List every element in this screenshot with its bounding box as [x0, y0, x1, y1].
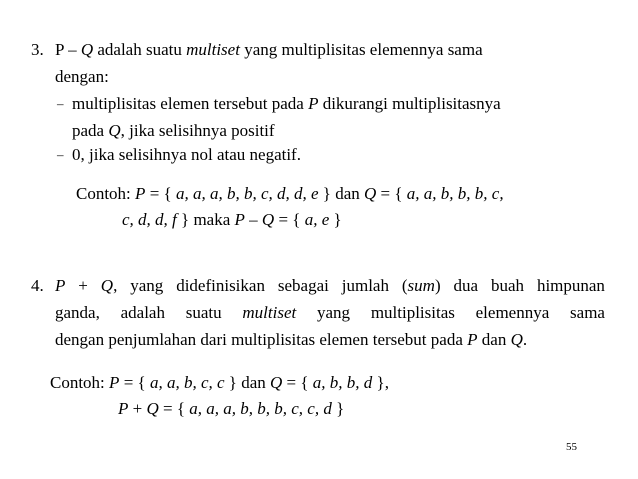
text: }: [331, 399, 345, 418]
set-q: a, b, b, d: [312, 373, 373, 392]
text: = {: [282, 373, 313, 392]
var-p: P: [118, 399, 129, 418]
word: jumlah: [341, 276, 389, 295]
text: } maka: [176, 210, 235, 229]
text: multiplisitas elemen tersebut pada: [72, 94, 309, 113]
item4-number: 4.: [31, 276, 44, 295]
text: = {: [119, 373, 150, 392]
text: = {: [376, 184, 407, 203]
var-p: P: [308, 94, 319, 113]
var-p: P: [135, 184, 146, 203]
word: ganda,: [55, 303, 100, 322]
text: yang multiplisitas elemennya sama: [239, 40, 483, 59]
term-sum: sum: [407, 276, 435, 295]
set-q: a, a, b, b, b, c,: [406, 184, 504, 203]
result-set: a, a, a, b, b, b, c, c, d: [189, 399, 332, 418]
word: himpunan: [536, 276, 605, 295]
text: adalah suatu: [93, 40, 187, 59]
word: elemennya: [475, 303, 550, 322]
item3-number: 3.: [31, 40, 44, 59]
text: dikurangi multiplisitasnya: [318, 94, 501, 113]
word: yang: [317, 303, 351, 322]
var-q: Q: [364, 184, 377, 203]
bullet-dash: –: [57, 96, 64, 111]
word: suatu: [185, 303, 222, 322]
page-number: 55: [566, 441, 577, 453]
var-q: Q: [261, 210, 275, 229]
text: P –: [55, 40, 81, 59]
word: sebagai: [277, 276, 329, 295]
item4-line3: [55, 330, 527, 350]
result-set: a, e: [304, 210, 330, 229]
text: +: [128, 399, 147, 418]
text: }: [329, 210, 342, 229]
word: dua: [453, 276, 479, 295]
item3-example-line1: [76, 184, 504, 204]
term-multiset: multiset: [186, 40, 240, 59]
word: didefinisikan: [176, 276, 265, 295]
text: pada: [72, 121, 109, 140]
word: (sum): [401, 276, 441, 295]
text: = {: [158, 399, 190, 418]
var-q: Q: [108, 121, 121, 140]
word: Q,: [100, 276, 118, 295]
text: = {: [145, 184, 176, 203]
text: Contoh:: [76, 184, 136, 203]
text: –: [244, 210, 262, 229]
item3-bullet1-line2: [72, 121, 275, 141]
var-p: P: [55, 276, 66, 295]
var-q: Q: [100, 276, 114, 295]
word: adalah: [120, 303, 165, 322]
text: } dan: [318, 184, 364, 203]
item3-line2: dengan:: [55, 67, 109, 86]
item4-example-line2: [118, 399, 344, 419]
var-q: Q: [146, 399, 159, 418]
text: dengan penjumlahan dari multiplisitas elemen tersebut pada: [55, 330, 468, 349]
var-p: P: [109, 373, 120, 392]
var-q: Q: [80, 40, 94, 59]
var-q: Q: [270, 373, 283, 392]
text: .: [522, 330, 528, 349]
text: dan: [477, 330, 511, 349]
term-multiset: multiset: [242, 303, 297, 322]
item4-example-line1: [50, 373, 389, 393]
bullet-dash: –: [57, 147, 64, 162]
word: buah: [490, 276, 525, 295]
word: multiplisitas: [370, 303, 455, 322]
item3-bullet1-line1: [72, 94, 501, 114]
text: } dan: [224, 373, 270, 392]
text: = {: [274, 210, 305, 229]
set-p: a, a, b, c, c: [149, 373, 225, 392]
word: +: [78, 276, 88, 295]
item3-example-line2: [122, 210, 342, 230]
text: Contoh:: [50, 373, 110, 392]
text: },: [372, 373, 389, 392]
set-p: a, a, a, b, b, c, d, d, e: [175, 184, 319, 203]
var-p: P: [234, 210, 245, 229]
item4-line2: [55, 303, 605, 323]
var-q: Q: [510, 330, 523, 349]
item3-bullet2: 0, jika selisihnya nol atau negatif.: [72, 145, 301, 164]
word: yang: [130, 276, 164, 295]
item3-line1: [55, 40, 483, 60]
text: , jika selisihnya positif: [120, 121, 275, 140]
set-q: c, d, d, f: [122, 210, 177, 229]
var-p: P: [467, 330, 478, 349]
item4-line1: [55, 276, 605, 296]
word: sama: [570, 303, 605, 322]
